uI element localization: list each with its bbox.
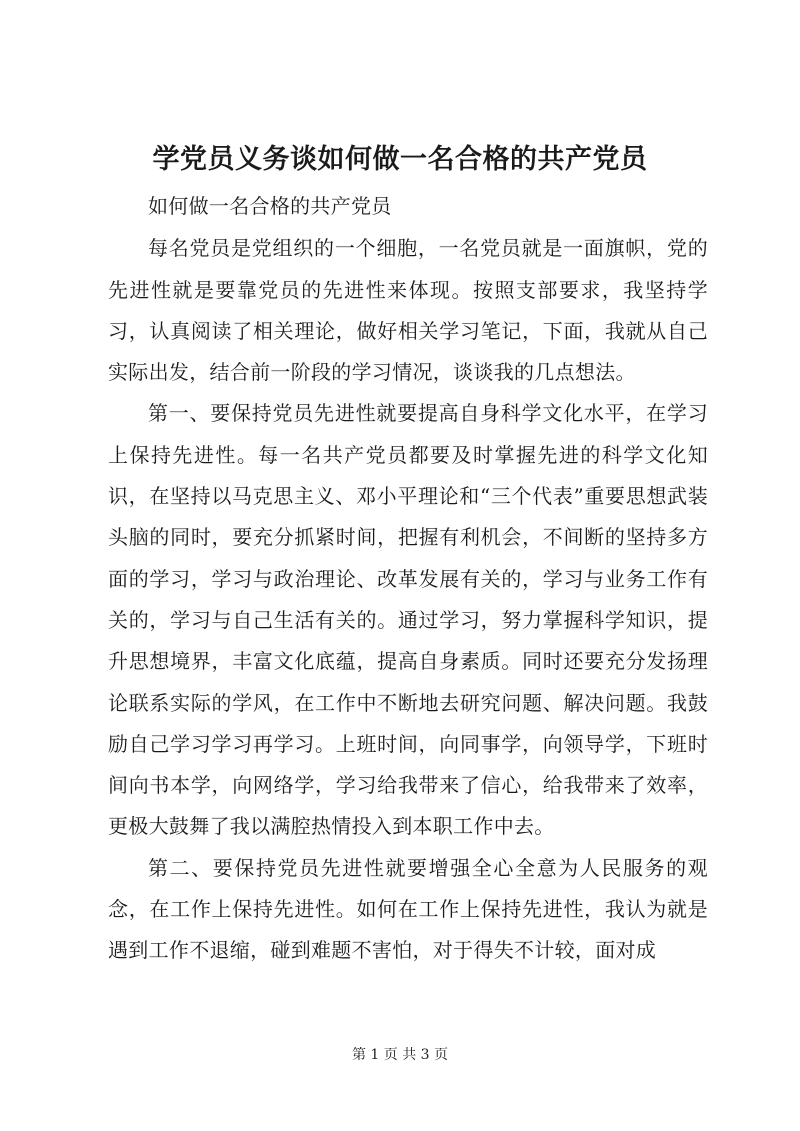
document-title: 学党员义务谈如何做一名合格的共产党员 [152,144,648,175]
document-body [108,186,708,972]
paragraph-second-point: 第二、要保持党员先进性就要增强全心全意为人民服务的观念，在工作上保持先进性。如何在工作上保持先进性，我认为就是遇到工作不退缩，碰到难题不害怕，对于得失不计较，面对成 [108,855,708,963]
page-number-footer: 第 1 页 共 3 页 [351,1047,449,1063]
paragraph-first-point: 第一、要保持党员先进性就要提高自身科学文化水平，在学习上保持先进性。每一名共产党员都要及时掌握先进的科学文化知识，在坚持以马克思主义、邓小平理论和“三个代表”重要思想武装头脑的同时，要充分抓紧时间，把握有利机会，不间断的坚持多方面的学习，学习与政治理论、改革发展有关的，学习与业务工作有关的，学习与自己生活有关的。通过学习，努力掌握科学知识，提升思想境界，丰富文化底蕴，提高自身素质。同时还要充分发扬理论联系实际的学风，在工作中不断地去研究问题、解决问题。我鼓励自己学习学习再学习。上班时间，向同事学，向领导学，下班时间向书本学，向网络学，学习给我带来了信心，给我带来了效率，更极大鼓舞了我以满腔热情投入到本职工作中去。 [108,401,708,839]
document-subtitle: 如何做一名合格的共产党员 [148,194,392,218]
paragraph-intro: 每名党员是党组织的一个细胞，一名党员就是一面旗帜，党的先进性就是要靠党员的先进性来体现。按照支部要求，我坚持学习，认真阅读了相关理论，做好相关学习笔记，下面，我就从自己实际出发，结合前一阶段的学习情况，谈谈我的几点想法。 [108,236,708,385]
